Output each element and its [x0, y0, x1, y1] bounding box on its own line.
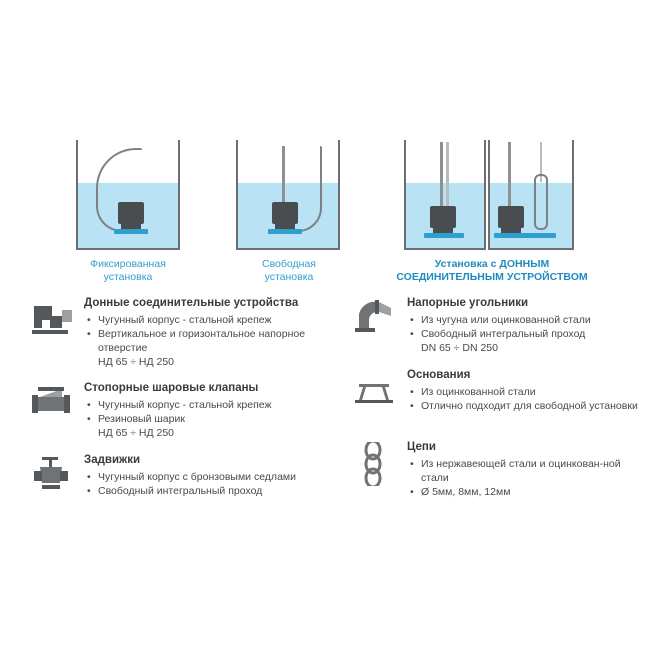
bullet: DN 65 ÷ DN 250 — [421, 342, 498, 354]
bullet: НД 65 ÷ НД 250 — [98, 356, 175, 368]
bullet: • Свободный интегральный проход — [419, 327, 645, 341]
pump-base — [268, 229, 302, 234]
pump-unit — [272, 202, 298, 224]
pump-unit — [118, 202, 144, 224]
feature-title: Задвижки — [84, 454, 141, 466]
bullet: • Ø 5мм, 8мм, 12мм — [419, 485, 645, 499]
bullet: • Чугунный корпус - стальной крепеж — [96, 313, 322, 327]
feature-bullets — [407, 313, 645, 355]
base-stand-icon — [351, 370, 397, 414]
feature-discharge-elbows — [345, 296, 645, 356]
discharge-elbow-icon — [351, 298, 397, 342]
bullet: НД 65 ÷ НД 250 — [98, 427, 175, 439]
pump-base — [114, 229, 148, 234]
bullet: • Вертикальное и горизонтальное напорное отверстие — [96, 327, 322, 355]
bullet: • Чугунный корпус с бронзовыми седлами — [96, 470, 322, 484]
bullet: • Свободный интегральный проход — [96, 484, 322, 498]
caption-fixed-installation — [60, 258, 196, 284]
diagram-bottom-coupling-right — [488, 140, 574, 250]
bullet: • Чугунный корпус - стальной крепеж — [96, 398, 322, 412]
bottom-coupling-base — [494, 233, 556, 238]
feature-bottom-couplings — [22, 296, 322, 369]
installation-diagrams — [0, 128, 650, 288]
feature-title: Напорные угольники — [407, 297, 529, 309]
bullet: • Из оцинкованной стали — [419, 385, 645, 399]
bottom-coupling-icon — [28, 298, 74, 342]
feature-ball-check-valves — [22, 381, 322, 441]
chain-icon — [351, 442, 397, 486]
discharge-pipe — [534, 174, 548, 230]
bullet: • Резиновый шарик — [96, 412, 322, 426]
caption-line-1: Свободная — [262, 258, 316, 270]
bullet: • Из нержавеющей стали и оцинкован-ной стали — [419, 457, 645, 485]
feature-bullets — [84, 470, 322, 498]
bullet: • Из чугуна или оцинкованной стали — [419, 313, 645, 327]
feature-column-left — [22, 296, 322, 525]
pump-unit — [498, 206, 524, 228]
feature-title: Цепи — [407, 441, 436, 453]
feature-base-stands — [345, 368, 645, 428]
feature-bullets — [84, 313, 322, 369]
feature-chains — [345, 440, 645, 500]
feature-title: Стопорные шаровые клапаны — [84, 382, 259, 394]
caption-free-installation — [222, 258, 356, 284]
feature-gate-valves — [22, 453, 322, 513]
bullet: • Отлично подходит для свободной установки — [419, 399, 645, 413]
caption-line-2: СОЕДИНИТЕЛЬНЫМ УСТРОЙСТВОМ — [396, 271, 588, 283]
bottom-coupling-base — [424, 233, 464, 238]
caption-bottom-coupling-installation — [372, 258, 612, 284]
caption-line-1: Фиксированная — [90, 258, 166, 270]
feature-bullets — [407, 457, 645, 499]
feature-title: Донные соединительные устройства — [84, 297, 299, 309]
diagram-bottom-coupling-left — [404, 140, 486, 250]
pump-unit — [430, 206, 456, 228]
caption-line-1: Установка с ДОННЫМ — [434, 258, 550, 270]
diagram-fixed-installation — [76, 140, 180, 250]
diagram-free-installation — [236, 140, 340, 250]
caption-line-2: установка — [103, 271, 153, 283]
feature-bullets — [407, 385, 645, 413]
caption-line-2: установка — [264, 271, 314, 283]
feature-column-right — [345, 296, 645, 512]
lifting-chain — [282, 146, 285, 204]
feature-bullets — [84, 398, 322, 440]
ball-check-valve-icon — [28, 383, 74, 427]
gate-valve-icon — [28, 455, 74, 499]
feature-title: Основания — [407, 369, 471, 381]
